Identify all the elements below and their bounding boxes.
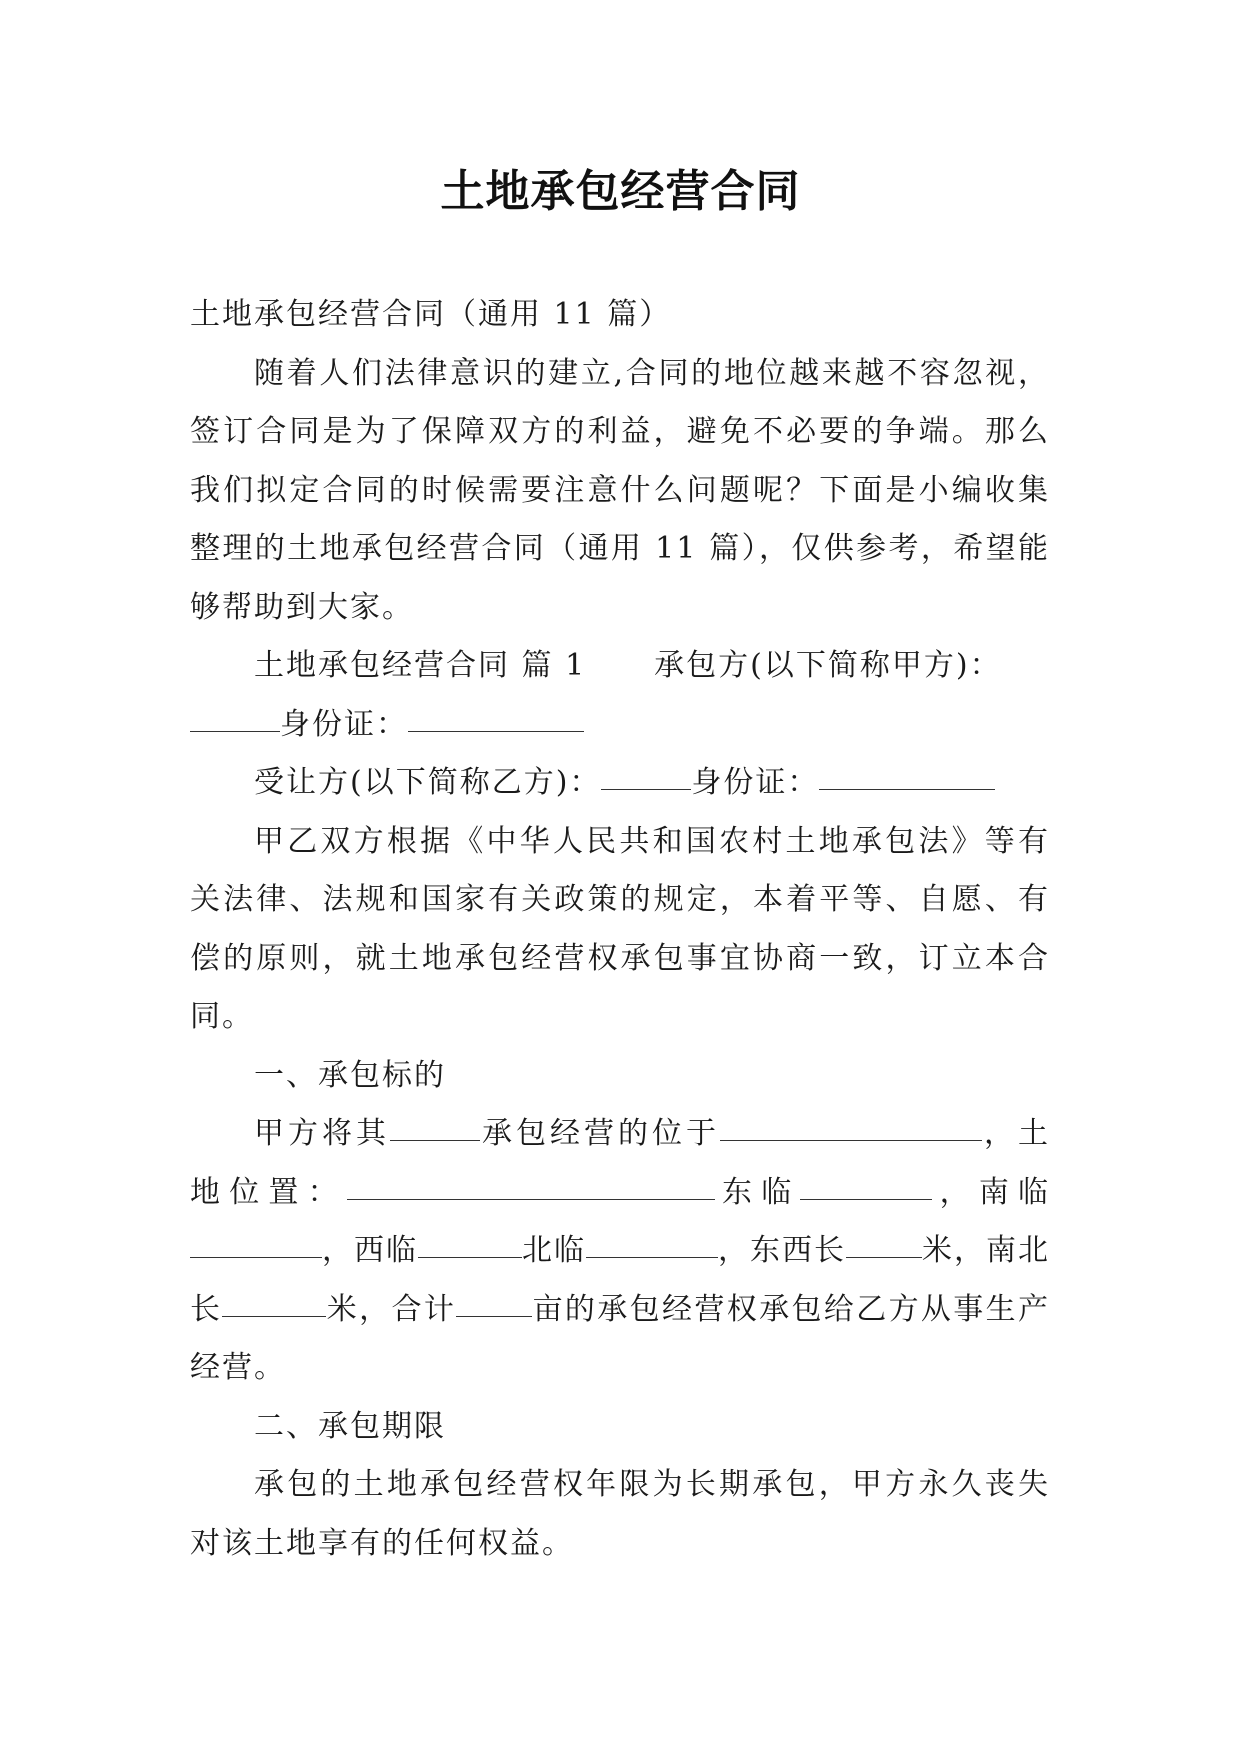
party-a-name-blank[interactable] xyxy=(190,731,280,732)
north-south-length-blank[interactable] xyxy=(222,1316,326,1317)
party-b-label: 受让方(以下简称乙方)： xyxy=(254,765,602,800)
land-type-blank[interactable] xyxy=(390,1140,480,1141)
east-west-length-blank[interactable] xyxy=(846,1257,922,1258)
total-area-blank[interactable] xyxy=(456,1316,532,1317)
section-1-text: ，南临 xyxy=(932,1174,1051,1210)
north-boundary-blank[interactable] xyxy=(586,1257,718,1258)
party-a-line xyxy=(190,637,1050,696)
section-1-text: 米，南北长 xyxy=(190,1233,1050,1327)
west-boundary-blank[interactable] xyxy=(418,1257,522,1258)
section-1-text: 东临 xyxy=(714,1174,801,1210)
section-1-text: ，东西长 xyxy=(718,1233,846,1268)
section-1-heading: 一、承包标的 xyxy=(254,1057,446,1093)
section-1-text: 北临 xyxy=(522,1233,586,1268)
section-1-text: ，西临 xyxy=(322,1233,418,1268)
party-b-id-blank[interactable] xyxy=(819,789,995,790)
document-body xyxy=(190,286,1050,1573)
party-b-name-blank[interactable] xyxy=(601,789,691,790)
land-position-blank[interactable] xyxy=(347,1199,715,1200)
intro-paragraph: 随着人们法律意识的建立,合同的地位越来越不容忽视，签订合同是为了保障双方的利益，避免不必要的争端。那么我们拟定合同的时候需要注意什么问题呢？下面是小编收集整理的土地承包经营合同（通用 11 篇），仅供参考，希望能够帮助到大家。 xyxy=(190,355,1050,625)
section-1-text: 土地位置： xyxy=(190,1116,1050,1210)
section-1-text: 承包经营的位于 xyxy=(480,1116,720,1151)
section-1-text: 亩的承包经营权承包给乙方从事生产经营。 xyxy=(190,1291,1051,1385)
party-a-id-label: 身份证： xyxy=(280,706,408,742)
party-b-line xyxy=(190,754,1050,813)
east-boundary-blank[interactable] xyxy=(800,1199,932,1200)
location-blank[interactable] xyxy=(720,1140,982,1141)
section-2-paragraph: 承包的土地承包经营权年限为长期承包，甲方永久丧失对该土地享有的任何权益。 xyxy=(190,1467,1050,1561)
south-boundary-blank[interactable] xyxy=(190,1257,322,1258)
party-a-id-blank[interactable] xyxy=(408,731,584,732)
document-title: 土地承包经营合同 xyxy=(440,166,801,217)
section-2-heading: 二、承包期限 xyxy=(254,1408,446,1444)
party-b-id-label: 身份证： xyxy=(691,765,820,800)
basis-paragraph: 甲乙双方根据《中华人民共和国农村土地承包法》等有关法律、法规和国家有关政策的规定，本着平等、自愿、有偿的原则，就土地承包经营权承包事宜协商一致，订立本合同。 xyxy=(190,823,1050,1034)
section-1-paragraph xyxy=(190,1105,1050,1398)
section-1-text: 甲方将其 xyxy=(254,1116,390,1151)
document-subtitle: 土地承包经营合同（通用 11 篇） xyxy=(190,297,672,332)
section-1-text: 米，合计 xyxy=(326,1291,457,1327)
party-a-label: 承包方(以下简称甲方)： xyxy=(654,648,1002,683)
section-1-text: ， xyxy=(982,1116,1018,1151)
party-a-id-line xyxy=(190,696,1050,755)
piece-heading: 土地承包经营合同 篇 1 xyxy=(254,648,587,683)
